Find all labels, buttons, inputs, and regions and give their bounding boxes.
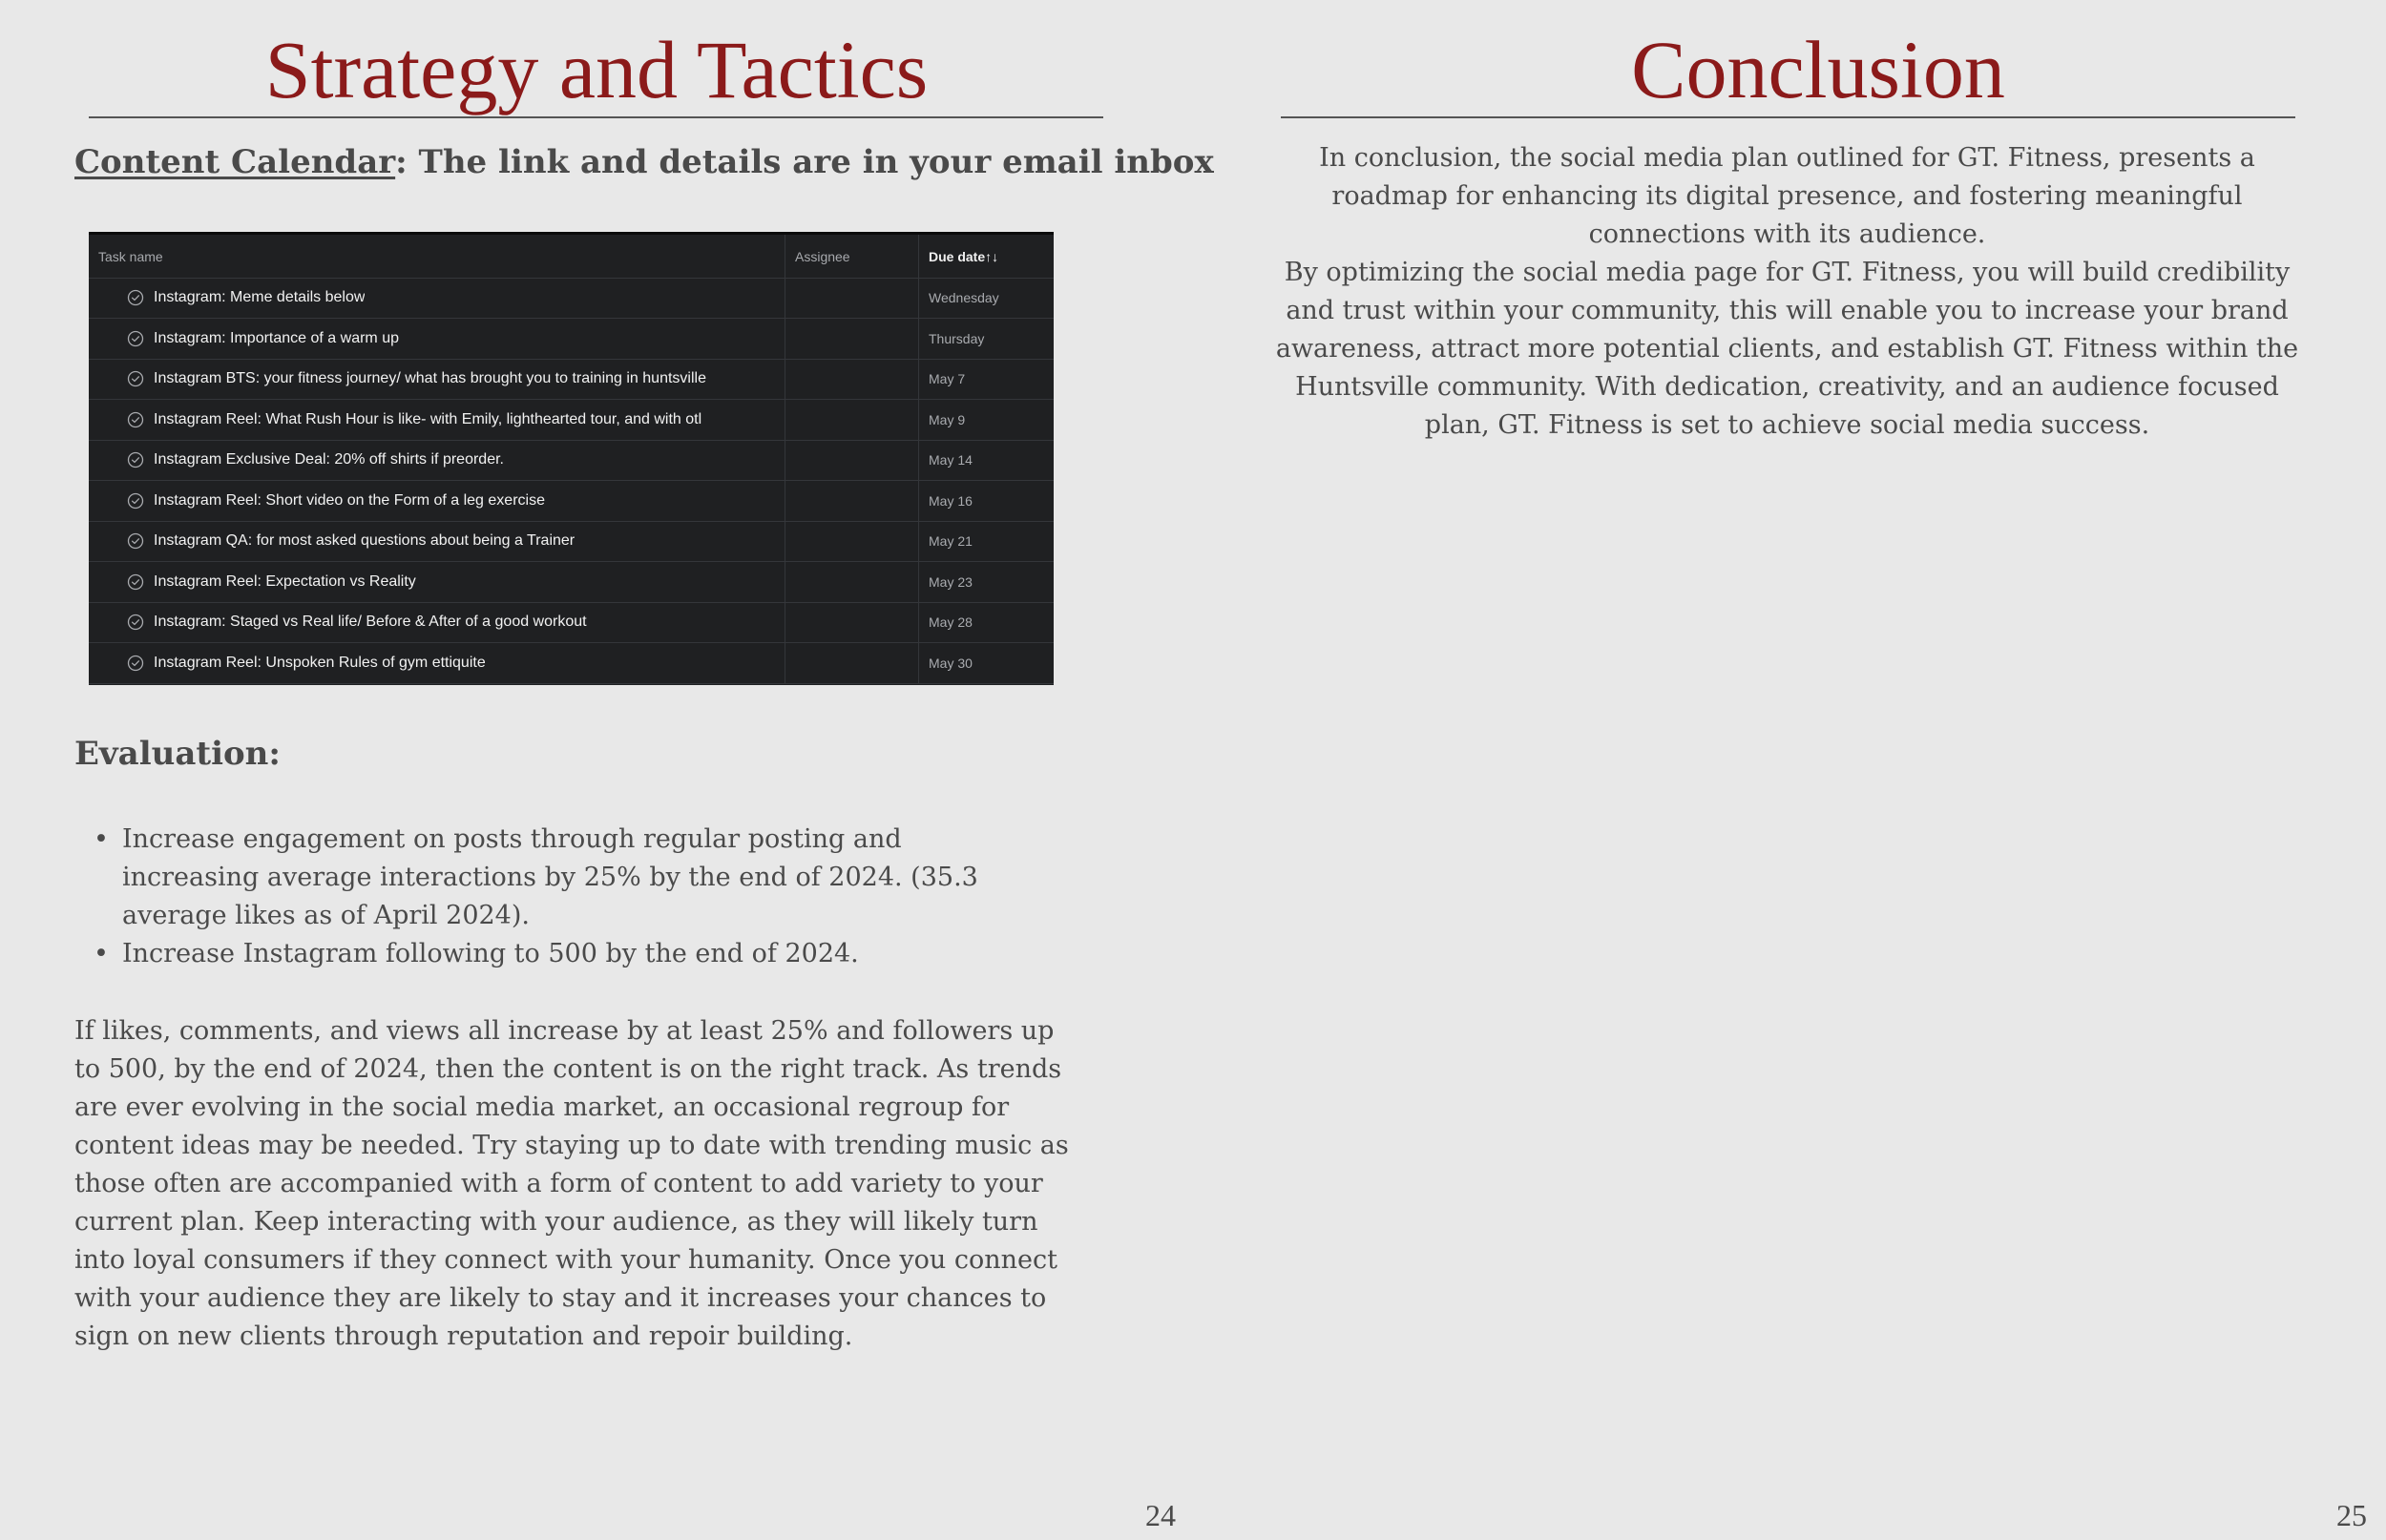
table-row[interactable] (89, 319, 1054, 360)
list-item: • Increase engagement on posts through regular posting and increasing average interactions by 25% by the end of 2024. (35.3 average likes as of April 2024). (74, 821, 1038, 935)
task-name: Instagram BTS: your fitness journey/ what has brought you to training in huntsville (154, 370, 706, 386)
table-row[interactable] (89, 481, 1054, 522)
evaluation-paragraph: If likes, comments, and views all increase by at least 25% and followers up to 500, by the end of 2024, then the content is on the right track. As trends are ever evolving in the social media market, an occasional regroup for content ideas may be needed. Try staying up to date with trending music as those often are accompanied with a form of content to add variety to your current plan. Keep interacting with your audience, as they will likely turn into loyal consumers if they connect with your humanity. Once you connect with your audience they are likely to stay and it increases your chances to sign on new clients through reputation and repoir building. (74, 1016, 1069, 1351)
due-date: May 16 (929, 492, 973, 509)
page-number: 24 (1145, 1498, 1176, 1532)
table-header-row (89, 235, 1054, 279)
check-circle-icon[interactable] (127, 492, 144, 510)
due-date-cell[interactable] (919, 643, 1054, 683)
assignee-cell[interactable] (785, 319, 919, 359)
assignee-cell[interactable] (785, 562, 919, 602)
task-name-cell[interactable] (89, 521, 785, 561)
title-divider (89, 116, 1103, 118)
due-date: May 7 (929, 371, 966, 386)
page-title: Strategy and Tactics (264, 24, 929, 115)
page-title: Conclusion (1631, 24, 2005, 115)
table-row[interactable] (89, 562, 1054, 603)
content-calendar-text: : The link and details are in your email inbox (395, 143, 1214, 181)
check-circle-icon[interactable] (127, 655, 144, 672)
check-circle-icon[interactable] (127, 330, 144, 347)
assignee-cell[interactable] (785, 521, 919, 561)
bullet-icon: • (94, 824, 109, 854)
due-date-cell[interactable] (919, 521, 1054, 561)
due-date-cell[interactable] (919, 278, 1054, 318)
check-circle-icon[interactable] (127, 532, 144, 550)
check-circle-icon[interactable] (127, 614, 144, 631)
conclusion-text (1260, 139, 2314, 445)
column-header-assignee[interactable]: Assignee (785, 235, 919, 278)
assignee-cell[interactable] (785, 400, 919, 440)
conclusion-paragraph: In conclusion, the social media plan outlined for GT. Fitness, presents a roadmap for enhancing its digital presence, and fostering meaningful connections with its audience. (1319, 143, 2255, 249)
due-date-cell[interactable] (919, 400, 1054, 440)
task-name: Instagram: Staged vs Real life/ Before & After of a good workout (154, 614, 587, 630)
assignee-cell[interactable] (785, 643, 919, 683)
assignee-cell[interactable] (785, 481, 919, 521)
task-name-cell[interactable] (89, 400, 785, 440)
task-name: Instagram Reel: Short video on the Form of a leg exercise (154, 491, 545, 509)
assignee-cell[interactable] (785, 440, 919, 480)
task-name: Instagram Exclusive Deal: 20% off shirts if preorder. (154, 451, 504, 468)
task-name: Instagram QA: for most asked questions about being a Trainer (154, 532, 576, 549)
evaluation-heading: Evaluation: (74, 735, 281, 773)
check-circle-icon[interactable] (127, 451, 144, 468)
due-date-cell[interactable] (919, 359, 1054, 399)
task-name: Instagram: Importance of a warm up (154, 329, 399, 346)
page-number: 25 (2336, 1498, 2367, 1532)
task-name-cell[interactable] (89, 643, 785, 683)
column-header-due-date[interactable]: Due date ↑↓ (929, 248, 999, 264)
due-date: May 21 (929, 533, 973, 549)
right-page (1193, 0, 2386, 1540)
due-date-cell[interactable] (919, 440, 1054, 480)
task-name-cell[interactable] (89, 278, 785, 318)
table-row[interactable] (89, 400, 1054, 441)
assignee-cell[interactable] (785, 278, 919, 318)
task-name: Instagram Reel: Unspoken Rules of gym ettiquite (154, 654, 486, 671)
content-calendar-label: Content Calendar (74, 143, 396, 181)
due-date: Thursday (929, 330, 985, 346)
due-date: May 28 (929, 614, 973, 630)
table-row[interactable] (89, 278, 1054, 319)
task-name-cell[interactable] (89, 359, 785, 399)
due-date-cell[interactable] (919, 602, 1054, 642)
column-header-task-name[interactable]: Task name (89, 235, 785, 278)
assignee-cell[interactable] (785, 602, 919, 642)
task-name-cell[interactable] (89, 602, 785, 642)
content-calendar-line (74, 141, 1214, 183)
task-name: Instagram Reel: Expectation vs Reality (154, 572, 416, 590)
conclusion-paragraph: By optimizing the social media page for GT. Fitness, you will build credibility and trust within your community, this will enable you to increase your brand awareness, attract more potential clients, and establish GT. Fitness within the Huntsville community. With dedication, creativity, and an audience focused plan, GT. Fitness is set to achieve social media success. (1275, 258, 2299, 440)
due-date: May 30 (929, 655, 973, 671)
bullet-icon: • (94, 939, 109, 968)
task-name-cell[interactable] (89, 481, 785, 521)
task-name: Instagram Reel: What Rush Hour is like- with Emily, lighthearted tour, and with otl (154, 410, 702, 427)
table-row[interactable] (89, 602, 1054, 643)
due-date: May 14 (929, 452, 973, 468)
check-circle-icon[interactable] (127, 370, 144, 387)
sort-arrows-icon[interactable]: ↑↓ (985, 248, 999, 264)
due-date: May 9 (929, 411, 966, 427)
due-date-cell[interactable] (919, 562, 1054, 602)
task-name-cell[interactable] (89, 319, 785, 359)
check-circle-icon[interactable] (127, 573, 144, 591)
table-row[interactable] (89, 440, 1054, 481)
task-name: Instagram: Meme details below (154, 289, 366, 305)
task-name-cell[interactable] (89, 440, 785, 480)
due-date: May 23 (929, 573, 973, 590)
check-circle-icon[interactable] (127, 411, 144, 428)
table-row[interactable] (89, 359, 1054, 400)
table-row[interactable] (89, 643, 1054, 684)
due-date-cell[interactable] (919, 481, 1054, 521)
check-circle-icon[interactable] (127, 289, 144, 306)
due-date: Wednesday (929, 290, 999, 305)
assignee-cell[interactable] (785, 359, 919, 399)
list-item: • Increase Instagram following to 500 by the end of 2024. (74, 935, 1038, 973)
evaluation-goals-list (74, 821, 1038, 973)
task-table (89, 232, 1054, 685)
due-date-cell[interactable] (919, 319, 1054, 359)
title-divider (1281, 116, 2295, 118)
table-row[interactable] (89, 521, 1054, 562)
task-name-cell[interactable] (89, 562, 785, 602)
